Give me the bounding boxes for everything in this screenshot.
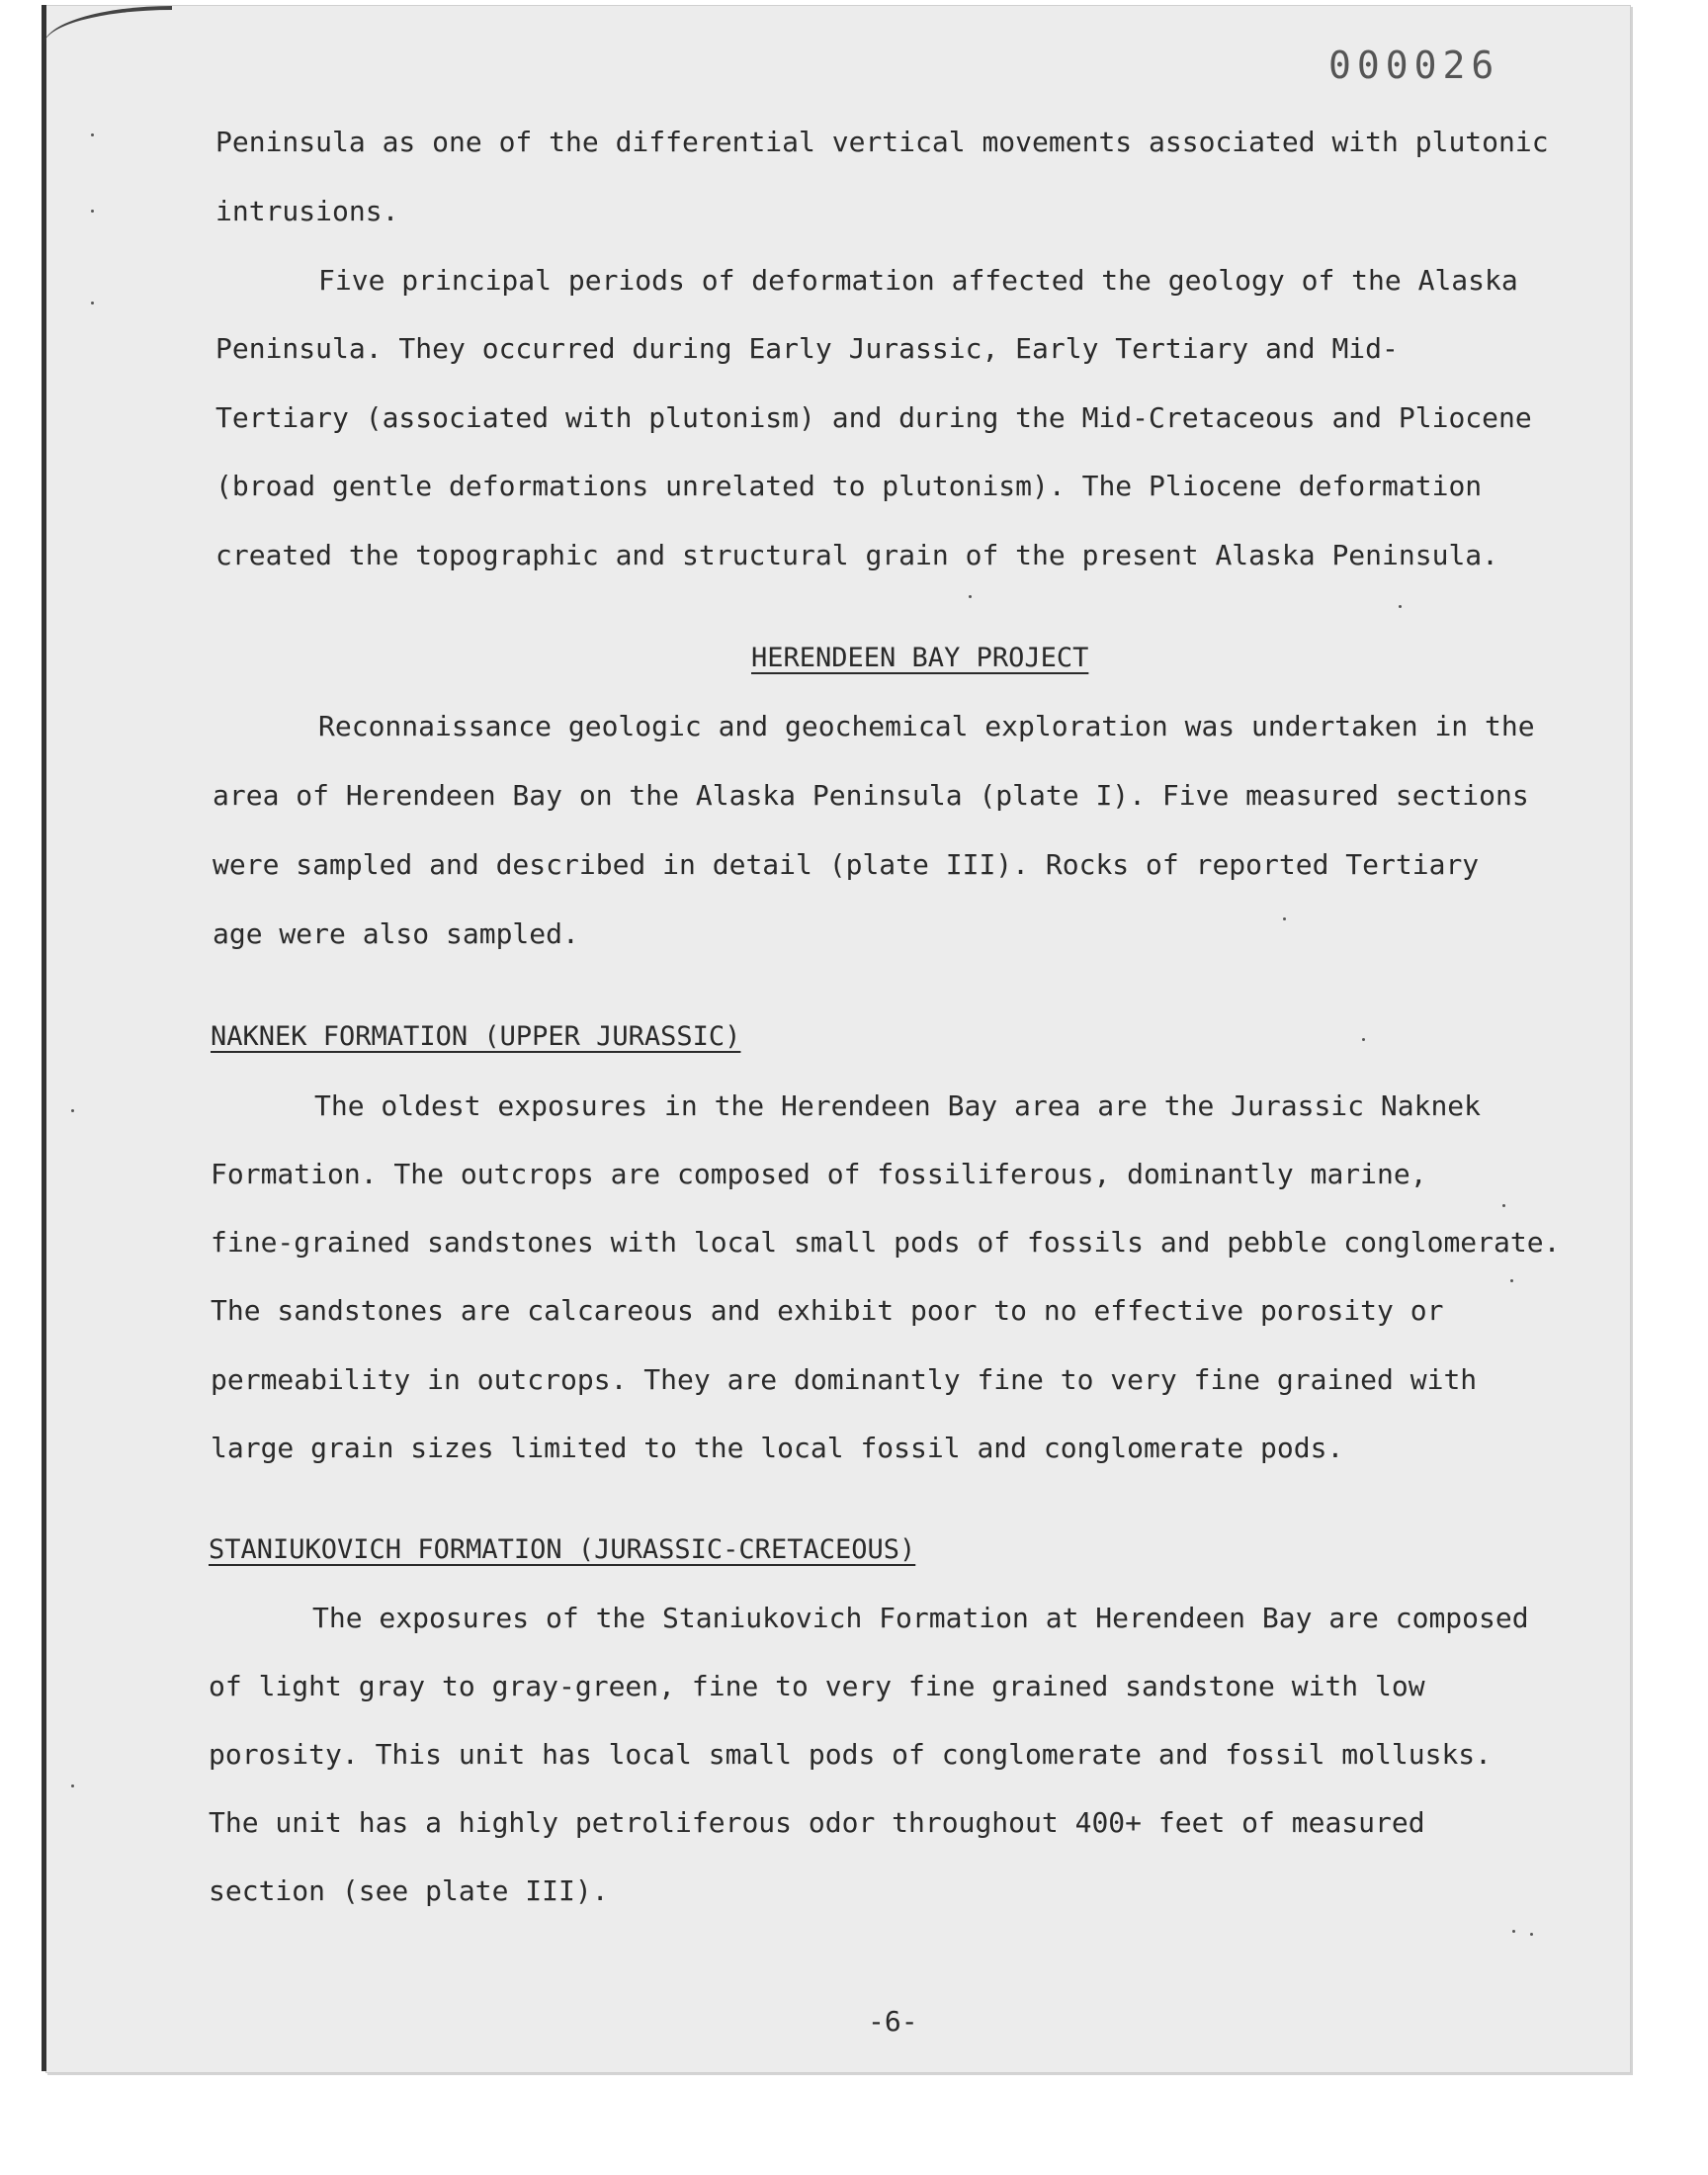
scan-speck (969, 595, 972, 598)
text-line: were sampled and described in detail (plate III). Rocks of reported Tertiary (213, 848, 1480, 881)
text-line: intrusions. (215, 195, 399, 227)
scan-speck (91, 302, 94, 304)
text-line: section (see plate III). (209, 1874, 609, 1907)
scan-speck (1502, 1204, 1505, 1207)
scan-speck (91, 133, 94, 136)
text-line: porosity. This unit has local small pods of conglomerate and fossil mollusks. (209, 1738, 1493, 1771)
text-line: The oldest exposures in the Herendeen Bay area are the Jurassic Naknek (314, 1089, 1482, 1122)
section-heading: HERENDEEN BAY PROJECT (751, 643, 1089, 673)
scan-speck (1283, 917, 1286, 920)
scan-speck (71, 1109, 74, 1112)
document-number: 000026 (1328, 44, 1500, 87)
text-line: The exposures of the Staniukovich Formation at Herendeen Bay are composed (312, 1602, 1529, 1634)
section-heading: NAKNEK FORMATION (UPPER JURASSIC) (211, 1021, 741, 1052)
scan-speck (1362, 1038, 1365, 1041)
text-line: Reconnaissance geologic and geochemical exploration was undertaken in the (318, 710, 1535, 742)
section-heading: STANIUKOVICH FORMATION (JURASSIC-CRETACEOUS) (209, 1534, 916, 1565)
text-line: of light gray to gray-green, fine to very fine grained sandstone with low (209, 1670, 1425, 1702)
text-line: created the topographic and structural grain of the present Alaska Peninsula. (215, 539, 1499, 571)
text-line: large grain sizes limited to the local fossil and conglomerate pods. (211, 1432, 1344, 1464)
scan-speck (1530, 1933, 1533, 1936)
scan-speck (71, 1784, 74, 1787)
text-line: area of Herendeen Bay on the Alaska Peninsula (plate I). Five measured sections (213, 779, 1529, 812)
page-number: -6- (868, 2005, 918, 2038)
text-line: (broad gentle deformations unrelated to plutonism). The Pliocene deformation (215, 470, 1483, 502)
text-line: Peninsula. They occurred during Early Jurassic, Early Tertiary and Mid- (215, 332, 1399, 365)
text-line: Five principal periods of deformation affected the geology of the Alaska (318, 264, 1518, 297)
text-line: Formation. The outcrops are composed of fossiliferous, dominantly marine, (211, 1158, 1427, 1190)
text-line: age were also sampled. (213, 917, 579, 950)
scan-speck (91, 210, 94, 213)
text-line: The unit has a highly petroliferous odor throughout 400+ feet of measured (209, 1806, 1425, 1839)
text-line: Peninsula as one of the differential vertical movements associated with plutonic (215, 126, 1549, 158)
text-line: fine-grained sandstones with local small pods of fossils and pebble conglomerate. (211, 1226, 1561, 1259)
scan-speck (1512, 1930, 1515, 1933)
scan-speck (1510, 1279, 1513, 1282)
text-line: Tertiary (associated with plutonism) and during the Mid-Cretaceous and Pliocene (215, 401, 1532, 434)
scan-speck (1399, 605, 1402, 608)
text-line: The sandstones are calcareous and exhibit poor to no effective porosity or (211, 1294, 1444, 1327)
text-line: permeability in outcrops. They are dominantly fine to very fine grained with (211, 1363, 1478, 1396)
